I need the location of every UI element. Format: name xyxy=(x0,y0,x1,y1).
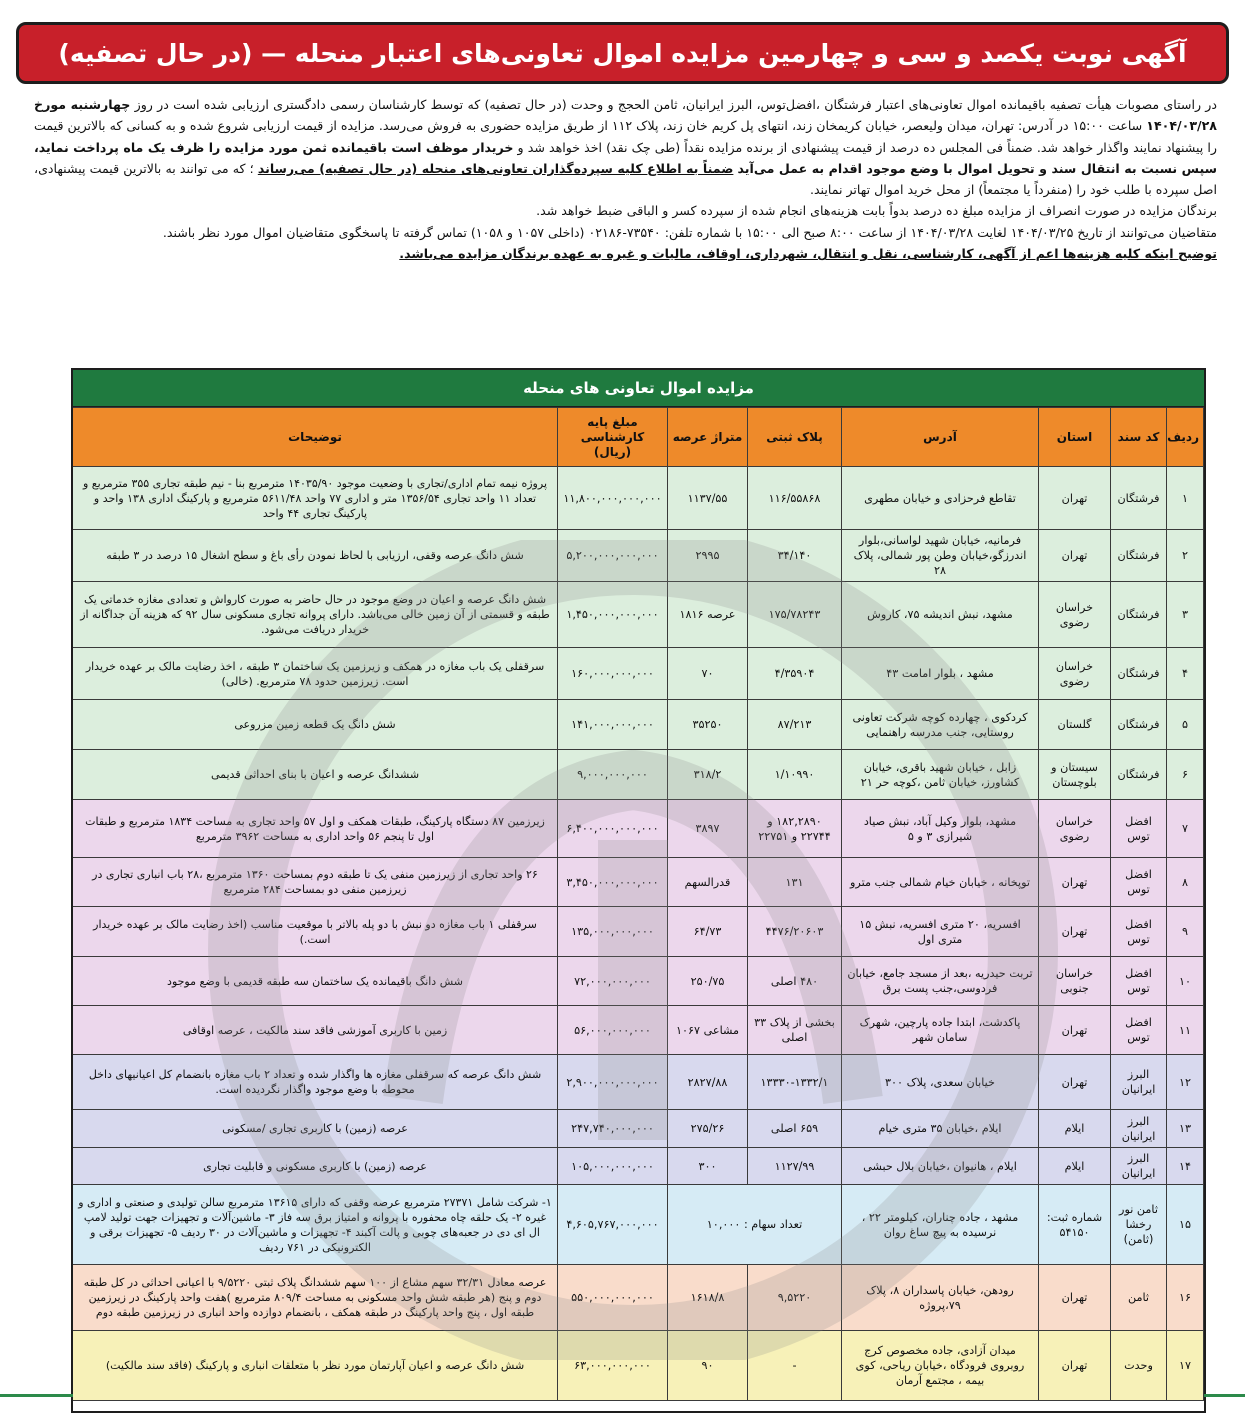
cell-address: ایلام ، هانیوان ،خیابان بلال حبشی xyxy=(842,1148,1039,1185)
intro-paragraph-4: توضیح اینکه کلیه هزینه‌ها اعم از آگهی، کارشناسی، نقل و انتقال، شهرداری، اوقاف، مالیات و غیره به عهده برندگان مزایده می‌باشد. xyxy=(399,246,1217,262)
title-banner xyxy=(16,22,1229,84)
cell-province: تهران xyxy=(1039,1265,1111,1331)
table-row xyxy=(73,467,1204,530)
cell-row: ۵ xyxy=(1167,700,1204,750)
intro-text xyxy=(34,94,1217,264)
cell-description: شش دانگ عرصه و اعیان در وضع موجود در حال حاضر به صورت کارواش و تعدادی مغازه خدماتی یک طبقه و قسمتی از آن زمین خالی می‌باشد. دارای پروانه تجاری مسکونی سال ۹۲ که هزینه آن جداگانه از خریدار دریافت می‌شود. xyxy=(73,582,558,648)
intro-p1-a: در راستای مصوبات هیأت تصفیه باقیمانده اموال تعاونی‌های اعتبار فرشتگان ،افضل‌توس، البرز ایرانیان، ثامن الحجج و وحدت (در حال تصفیه) که توسط کارشناسان رسمی دادگستری ارزیابی شده است در روز xyxy=(134,97,1218,112)
table-row xyxy=(73,1055,1204,1110)
cell-province: تهران xyxy=(1039,907,1111,957)
cell-address: میدان آزادی، جاده مخصوص کرج روبروی فرودگاه ،خیابان ریاحی، کوی بیمه ، مجتمع آرمان xyxy=(842,1331,1039,1401)
table-row xyxy=(73,957,1204,1006)
cell-row: ۹ xyxy=(1167,907,1204,957)
auction-table-container xyxy=(71,368,1206,1413)
cell-area: ۲۸۲۷/۸۸ xyxy=(668,1055,748,1110)
cell-plak: ۱/۱۰۹۹۰ xyxy=(748,750,842,800)
cell-code: ثامن xyxy=(1111,1265,1167,1331)
cell-area: عرصه ۱۸۱۶ xyxy=(668,582,748,648)
cell-price: ۱۳۵,۰۰۰,۰۰۰,۰۰۰ xyxy=(558,907,668,957)
cell-row: ۱۲ xyxy=(1167,1055,1204,1110)
cell-row: ۳ xyxy=(1167,582,1204,648)
table-row xyxy=(73,1185,1204,1265)
cell-row: ۱ xyxy=(1167,467,1204,530)
cell-province: تهران xyxy=(1039,1055,1111,1110)
cell-code: البرز ایرانیان xyxy=(1111,1148,1167,1185)
cell-code: افضل توس xyxy=(1111,907,1167,957)
cell-price: ۱۴۱,۰۰۰,۰۰۰,۰۰۰ xyxy=(558,700,668,750)
cell-code: افضل توس xyxy=(1111,1006,1167,1055)
cell-plak: ۸۷/۲۱۳ xyxy=(748,700,842,750)
cell-area: قدرالسهم xyxy=(668,858,748,907)
table-title: مزایده اموال تعاونی های منحله xyxy=(73,370,1204,407)
cell-description: سرقفلی یک باب مغازه در همکف و زیرزمین یک ساختمان ۳ طبقه ، اخذ رضایت مالک بر عهده خریدار است. زیرزمین حدود ۷۸ مترمربع. (خالی) xyxy=(73,648,558,700)
table-row xyxy=(73,1148,1204,1185)
cell-area: مشاعی ۱۰۶۷ xyxy=(668,1006,748,1055)
cell-plak: ۱۱۶/۵۵۸۶۸ xyxy=(748,467,842,530)
cell-address: فرمانیه، خیابان شهید لواسانی،بلوار اندرزگو،خیابان وطن پور شمالی، پلاک ۲۸ xyxy=(842,530,1039,582)
cell-province: تهران xyxy=(1039,1331,1111,1401)
header-price: مبلغ پایه کارشناسی (ریال) xyxy=(558,408,668,467)
cell-address: خیابان سعدی، پلاک ۳۰۰ xyxy=(842,1055,1039,1110)
cell-row: ۱۵ xyxy=(1167,1185,1204,1265)
cell-description: شش دانگ یک قطعه زمین مزروعی xyxy=(73,700,558,750)
cell-province: تهران xyxy=(1039,858,1111,907)
cell-price: ۵,۲۰۰,۰۰۰,۰۰۰,۰۰۰ xyxy=(558,530,668,582)
cell-description: عرصه معادل ۳۲/۳۱ سهم مشاع از ۱۰۰ سهم ششدانگ پلاک ثبتی ۹/۵۲۲۰ با اعیانی احداثی در کل طبقه دوم و پنج (هر طبقه شش واحد مسکونی به مساحت ۸۰۹/۴ مترمربع )هفت واحد پارکینگ در زیرزمین طبقه اول ، پنج واحد پارکینگ در طبقه همکف ، بانضمام دوازده واحد انباری در زیرزمین طبقه دوم xyxy=(73,1265,558,1331)
cell-address: افسریه، ۲۰ متری افسریه، نبش ۱۵ متری اول xyxy=(842,907,1039,957)
cell-area: ۱۱۳۷/۵۵ xyxy=(668,467,748,530)
cell-province: تهران xyxy=(1039,1006,1111,1055)
header-province: استان xyxy=(1039,408,1111,467)
page-title: آگهی نوبت یکصد و سی و چهارمین مزایده اموال تعاونی‌های اعتبار منحله — (در حال تصفیه) xyxy=(58,38,1187,68)
cell-address: زابل ، خیابان شهید باقری، خیابان کشاورز، خیابان ثامن ،کوچه حر ۲۱ xyxy=(842,750,1039,800)
cell-plak: ۱۷۵/۷۸۲۴۳ xyxy=(748,582,842,648)
cell-address: مشهد، نبش اندیشه ۷۵، کاروش xyxy=(842,582,1039,648)
cell-code: فرشتگان xyxy=(1111,750,1167,800)
cell-description: شش دانگ عرصه وقفی، ارزیابی با لحاظ نمودن رأی باغ و سطح اشغال ۱۵ درصد در ۳ طبقه xyxy=(73,530,558,582)
cell-shares: تعداد سهام : ۱۰,۰۰۰ xyxy=(668,1185,842,1265)
table-row xyxy=(73,858,1204,907)
cell-row: ۲ xyxy=(1167,530,1204,582)
cell-price: ۲,۹۰۰,۰۰۰,۰۰۰,۰۰۰ xyxy=(558,1055,668,1110)
cell-area: ۹۰ xyxy=(668,1331,748,1401)
cell-description: عرصه (زمین) با کاربری مسکونی و قابلیت تجاری xyxy=(73,1148,558,1185)
cell-price: ۱۰۵,۰۰۰,۰۰۰,۰۰۰ xyxy=(558,1148,668,1185)
header-code: کد سند xyxy=(1111,408,1167,467)
cell-description: زیرزمین ۸۷ دستگاه پارکینگ، طبقات همکف و اول ۵۷ واحد تجاری به مساحت ۱۸۳۴ مترمربع و طبقات اول تا پنجم ۵۶ واحد اداری به مساحت ۳۹۶۲ مترمربع xyxy=(73,800,558,858)
table-row xyxy=(73,800,1204,858)
table-row xyxy=(73,1331,1204,1401)
intro-p1-c: ؛ که می توانند به بالاترین قیمت پیشنهادی، اصل سپرده با طلب خود را (منفرداً یا مجتمعاً) از محل خرید اموال تهاتر نمایند. xyxy=(34,160,1217,198)
cell-row: ۱۳ xyxy=(1167,1110,1204,1148)
cell-price: ۱,۴۵۰,۰۰۰,۰۰۰,۰۰۰ xyxy=(558,582,668,648)
cell-address: توپخانه ، خیابان خیام شمالی جنب مترو xyxy=(842,858,1039,907)
table-row xyxy=(73,648,1204,700)
buyer-obligation: خریدار موظف است باقیمانده ثمن مورد مزایده را ظرف یک ماه پرداخت نماید، سپس نسبت به انتقال سند و تحویل اموال با وضع موجود اقدام به عمل می‌آید xyxy=(34,139,1217,176)
cell-plak: بخشی از پلاک ۳۳ اصلی xyxy=(748,1006,842,1055)
cell-plak: - xyxy=(748,1331,842,1401)
cell-description: ششدانگ عرصه و اعیان با بنای احداثی قدیمی xyxy=(73,750,558,800)
cell-area: ۳۸۹۷ xyxy=(668,800,748,858)
cell-code: وحدت xyxy=(1111,1331,1167,1401)
cell-address: کردکوی ، چهارده کوچه شرکت تعاونی روستایی، جنب مدرسه راهنمایی xyxy=(842,700,1039,750)
cell-plak: ۱۳۳۳۰-۱۳۳۲/۱ xyxy=(748,1055,842,1110)
cell-row: ۱۱ xyxy=(1167,1006,1204,1055)
cell-area: ۳۵۲۵۰ xyxy=(668,700,748,750)
table-header-row xyxy=(73,408,1204,467)
cell-province: ایلام xyxy=(1039,1148,1111,1185)
intro-paragraph-1 xyxy=(34,94,1217,200)
header-address: آدرس xyxy=(842,408,1039,467)
cell-address: تقاطع فرحزادی و خیابان مطهری xyxy=(842,467,1039,530)
cell-province: خراسان رضوی xyxy=(1039,648,1111,700)
auction-date: چهارشنبه مورخ ۱۴۰۴/۰۳/۲۸ xyxy=(34,97,1217,134)
auction-table xyxy=(72,407,1204,1401)
cell-province: ایلام xyxy=(1039,1110,1111,1148)
cell-code: فرشتگان xyxy=(1111,582,1167,648)
cell-price: ۹,۰۰۰,۰۰۰,۰۰۰ xyxy=(558,750,668,800)
cell-description: عرصه (زمین) با کاربری تجاری /مسکونی xyxy=(73,1110,558,1148)
cell-plak: ۱۱۲۷/۹۹ xyxy=(748,1148,842,1185)
header-row-number: ردیف xyxy=(1167,408,1204,467)
table-row xyxy=(73,750,1204,800)
header-area: متراژ عرصه xyxy=(668,408,748,467)
cell-area: ۲۷۵/۲۶ xyxy=(668,1110,748,1148)
cell-code: البرز ایرانیان xyxy=(1111,1110,1167,1148)
cell-row: ۱۰ xyxy=(1167,957,1204,1006)
cell-row: ۸ xyxy=(1167,858,1204,907)
cell-area: ۳۰۰ xyxy=(668,1148,748,1185)
cell-price: ۳,۴۵۰,۰۰۰,۰۰۰,۰۰۰ xyxy=(558,858,668,907)
cell-area: ۳۱۸/۲ xyxy=(668,750,748,800)
cell-description: شش دانگ عرصه که سرقفلی مغازه ها واگذار شده و تعداد ۲ باب مغازه بانضمام کل اعیانیهای داخل محوطه با وضع موجود واگذار نگردیده است. xyxy=(73,1055,558,1110)
intro-paragraph-3: متقاضیان می‌توانند از تاریخ ۱۴۰۴/۰۳/۲۵ لغایت ۱۴۰۴/۰۳/۲۸ از ساعت ۸:۰۰ صبح الی ۱۵:۰۰ با شماره تلفن: ۷۳۵۴۰-۰۲۱۸۶ (داخلی ۱۰۵۷ و ۱۰۵۸) تماس گرفته تا پاسخگوی متقاضیان اموال مورد نظر باشند. xyxy=(162,224,1217,240)
cell-row: ۱۷ xyxy=(1167,1331,1204,1401)
cell-address: مشهد ، بلوار امامت ۴۳ xyxy=(842,648,1039,700)
table-row xyxy=(73,907,1204,957)
cell-price: ۲۴۷,۷۴۰,۰۰۰,۰۰۰ xyxy=(558,1110,668,1148)
cell-row: ۴ xyxy=(1167,648,1204,700)
cell-area: ۷۰ xyxy=(668,648,748,700)
cell-price: ۵۶,۰۰۰,۰۰۰,۰۰۰ xyxy=(558,1006,668,1055)
cell-plak: ۶۵۹ اصلی xyxy=(748,1110,842,1148)
cell-row: ۷ xyxy=(1167,800,1204,858)
cell-code: فرشتگان xyxy=(1111,700,1167,750)
advertisement-page xyxy=(16,22,1229,1407)
cell-plak: ۴۴۷۶/۲۰۶۰۳ xyxy=(748,907,842,957)
cell-row: ۱۶ xyxy=(1167,1265,1204,1331)
cell-province: سیستان و بلوچستان xyxy=(1039,750,1111,800)
cell-price: ۴,۶۰۵,۷۶۷,۰۰۰,۰۰۰ xyxy=(558,1185,668,1265)
cell-province: شماره ثبت: ۵۴۱۵۰ xyxy=(1039,1185,1111,1265)
intro-paragraph-2: برندگان مزایده در صورت انصراف از مزایده مبلغ ده درصد بدواً بابت هزینه‌های انجام شده از سپرده کسر و الباقی ضبط خواهد شد. xyxy=(536,203,1217,219)
cell-description: ۱- شرکت شامل ۲۷۳۷۱ مترمربع عرصه وقفی که دارای ۱۳۶۱۵ مترمربع سالن تولیدی و صنعتی و اداری و غیره ۲- یک حلقه چاه محفوره با پروانه و امتیاز برق سه فاز ۳- ماشین‌آلات و تجهیزات جهت تولید لامپ ال ای دی در جعبه‌های چوبی و پالت آکبند ۴- تجهیزات و ماشین‌آلات در ۳۰ ردیف ۵- تجهیزات برقی و الکترونیکی در ۷۶۱ ردیف xyxy=(73,1185,558,1265)
cell-address: پاکدشت، ابتدا جاده پارچین، شهرک سامان شهر xyxy=(842,1006,1039,1055)
cell-description: زمین با کاربری آموزشی فاقد سند مالکیت ، عرصه اوقافی xyxy=(73,1006,558,1055)
cell-area: ۲۹۹۵ xyxy=(668,530,748,582)
table-row xyxy=(73,700,1204,750)
cell-province: خراسان جنوبی xyxy=(1039,957,1111,1006)
cell-price: ۷۲,۰۰۰,۰۰۰,۰۰۰ xyxy=(558,957,668,1006)
cell-code: فرشتگان xyxy=(1111,648,1167,700)
cell-province: گلستان xyxy=(1039,700,1111,750)
table-row xyxy=(73,530,1204,582)
header-plak: پلاک ثبتی xyxy=(748,408,842,467)
cell-code: فرشتگان xyxy=(1111,530,1167,582)
cell-area: ۱۶۱۸/۸ xyxy=(668,1265,748,1331)
depositor-notice: ضمناً به اطلاع کلیه سپرده‌گذاران تعاونی‌های منحله (در حال تصفیه) می‌رساند xyxy=(257,160,734,176)
cell-plak: ۴/۳۵۹۰۴ xyxy=(748,648,842,700)
cell-price: ۱۱,۸۰۰,۰۰۰,۰۰۰,۰۰۰ xyxy=(558,467,668,530)
cell-province: خراسان رضوی xyxy=(1039,800,1111,858)
cell-address: مشهد، بلوار وکیل آباد، نبش صیاد شیرازی ۳ و ۵ xyxy=(842,800,1039,858)
cell-area: ۶۴/۷۳ xyxy=(668,907,748,957)
cell-plak: ۱۸۲,۲۸۹۰ و ۲۲۷۴۴ و ۲۲۷۵۱ xyxy=(748,800,842,858)
cell-address: تربت حیدریه ،بعد از مسجد جامع، خیابان فردوسی،جنب پست برق xyxy=(842,957,1039,1006)
cell-code: افضل توس xyxy=(1111,858,1167,907)
cell-price: ۶۳,۰۰۰,۰۰۰,۰۰۰ xyxy=(558,1331,668,1401)
cell-address: مشهد ، جاده چناران، کیلومتر ۲۲ ، نرسیده به پیچ ساغ روان xyxy=(842,1185,1039,1265)
cell-province: تهران xyxy=(1039,467,1111,530)
cell-code: فرشتگان xyxy=(1111,467,1167,530)
cell-row: ۱۴ xyxy=(1167,1148,1204,1185)
table-row xyxy=(73,1265,1204,1331)
cell-code: البرز ایرانیان xyxy=(1111,1055,1167,1110)
cell-description: شش دانگ باقیمانده یک ساختمان سه طبقه قدیمی با وضع موجود xyxy=(73,957,558,1006)
cell-province: تهران xyxy=(1039,530,1111,582)
cell-description: شش دانگ عرصه و اعیان آپارتمان مورد نظر با متعلقات انباری و پارکینگ (فاقد سند مالکیت) xyxy=(73,1331,558,1401)
cell-price: ۱۶۰,۰۰۰,۰۰۰,۰۰۰ xyxy=(558,648,668,700)
header-description: توضیحات xyxy=(73,408,558,467)
cell-province: خراسان رضوی xyxy=(1039,582,1111,648)
cell-code: افضل توس xyxy=(1111,800,1167,858)
cell-description: ۲۶ واحد تجاری از زیرزمین منفی یک تا طبقه دوم بمساحت ۱۳۶۰ مترمربع ،۲۸ باب انباری تجاری در زیرزمین منفی دو بمساحت ۲۸۴ مترمربع xyxy=(73,858,558,907)
cell-description: پروژه نیمه تمام اداری/تجاری با وضعیت موجود ۱۴۰۳۵/۹۰ مترمربع بنا - نیم طبقه تجاری ۳۵۵ مترمربع و تعداد ۱۱ واحد تجاری ۱۳۵۶/۵۴ متر و اداری ۷۷ واحد ۵۶۱۱/۴۸ مترمربع و پارکینگ اداری ۱۳۸ واحد و پارکینگ تجاری ۴۴ واحد xyxy=(73,467,558,530)
cell-code: ثامن نور رخشا (ثامن) xyxy=(1111,1185,1167,1265)
cell-area: ۲۵۰/۷۵ xyxy=(668,957,748,1006)
cell-plak: ۱۳۱ xyxy=(748,858,842,907)
cell-code: افضل توس xyxy=(1111,957,1167,1006)
cell-address: ایلام ،خیابان ۳۵ متری خیام xyxy=(842,1110,1039,1148)
table-row xyxy=(73,582,1204,648)
cell-price: ۶,۴۰۰,۰۰۰,۰۰۰,۰۰۰ xyxy=(558,800,668,858)
cell-row: ۶ xyxy=(1167,750,1204,800)
cell-plak: ۹,۵۲۲۰ xyxy=(748,1265,842,1331)
cell-plak: ۴۸۰ اصلی xyxy=(748,957,842,1006)
cell-price: ۵۵۰,۰۰۰,۰۰۰,۰۰۰ xyxy=(558,1265,668,1331)
cell-address: رودهن، خیابان پاسداران ۸، پلاک ۷۹،پروژه xyxy=(842,1265,1039,1331)
intro-p1-b: ساعت ۱۵:۰۰ در آدرس: تهران، میدان ولیعصر، خیابان کریمخان زند، انتهای پل کریم خان زند، پلاک ۱۱۲ از طریق مزایده حضوری به فروش می‌رسد. مزایده از قیمت ارزیابی شروع شده و به کسانی که بالاترین قیمت را پیشنهاد نمایند واگذار خواهد شد. ضمناً فی المجلس ده درصد از قیمت پیشنهادی از برنده مزایده نقداً (طی چک نقد) اخذ خواهد شد و xyxy=(34,118,1217,155)
cell-description: سرقفلی ۱ باب مغازه دو نبش با دو پله بالاتر با موقعیت مناسب (اخذ رضایت مالک بر عهده خریدار است.) xyxy=(73,907,558,957)
table-row xyxy=(73,1006,1204,1055)
cell-plak: ۳۴/۱۴۰ xyxy=(748,530,842,582)
table-row xyxy=(73,1110,1204,1148)
